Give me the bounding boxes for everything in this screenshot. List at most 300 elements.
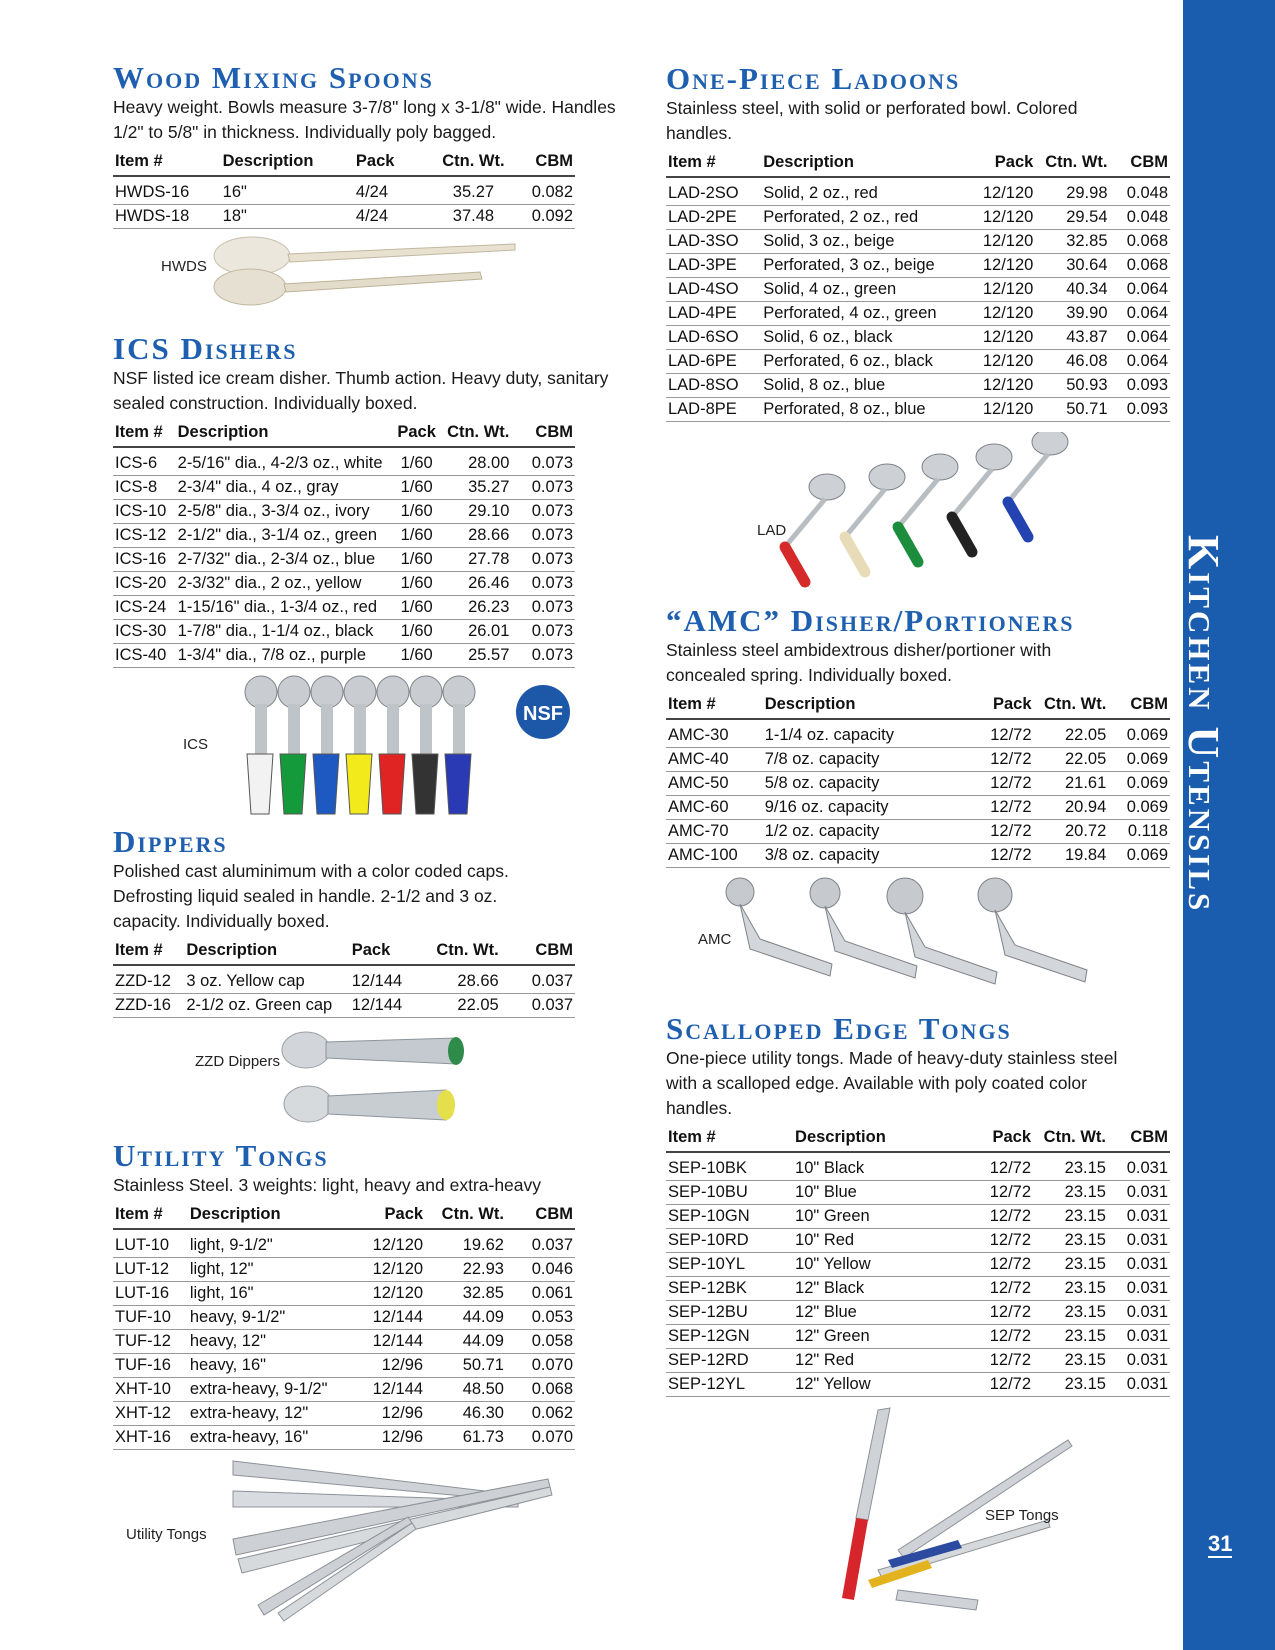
table-header-row — [666, 692, 1170, 719]
disher-shaft — [321, 704, 333, 754]
table-cell: 1/60 — [394, 572, 440, 596]
table-cell: 1-15/16" dia., 1-3/4 oz., red — [176, 596, 394, 620]
column-header: Pack — [350, 938, 420, 965]
table-cell: 12/96 — [352, 1402, 425, 1426]
table-cell: 2-3/32" dia., 2 oz., yellow — [176, 572, 394, 596]
table-cell: 12/72 — [959, 1373, 1033, 1397]
table-cell: LAD-4PE — [666, 302, 761, 326]
table-cell: 25.57 — [440, 644, 512, 668]
table-cell: LAD-6PE — [666, 350, 761, 374]
table-cell: 5/8 oz. capacity — [763, 772, 958, 796]
ics-image-label: ICS — [183, 736, 209, 753]
amc-bowl — [978, 878, 1012, 912]
disher-bowl — [443, 676, 475, 708]
amc-heading: “AMC” Disher/Portioners — [666, 603, 1075, 638]
table-cell: 12" Black — [793, 1277, 959, 1301]
sep-tongs-image-label: SEP Tongs — [985, 1507, 1059, 1524]
wood-spoons-image — [210, 232, 520, 312]
table-cell: SEP-12GN — [666, 1325, 793, 1349]
table-row — [666, 374, 1170, 398]
table-cell: 0.037 — [501, 994, 575, 1018]
table-cell: LAD-3SO — [666, 230, 761, 254]
disher-bowl — [410, 676, 442, 708]
table-row — [666, 177, 1170, 206]
table-cell: 10" Green — [793, 1205, 959, 1229]
table-cell: 12/72 — [958, 796, 1034, 820]
table-cell: 12/96 — [352, 1354, 425, 1378]
table-cell: 0.068 — [1110, 230, 1171, 254]
disher-bowl — [344, 676, 376, 708]
table-cell: 12/120 — [960, 206, 1035, 230]
table-cell: 2-5/8" dia., 3-3/4 oz., ivory — [176, 500, 394, 524]
table-cell: 0.062 — [506, 1402, 575, 1426]
table-cell: 39.90 — [1035, 302, 1109, 326]
table-row — [113, 1426, 575, 1450]
table-cell: 27.78 — [440, 548, 512, 572]
table-cell: 12/72 — [959, 1349, 1033, 1373]
table-cell: 0.073 — [511, 476, 575, 500]
table-cell: 23.15 — [1033, 1325, 1108, 1349]
table-cell: 46.08 — [1035, 350, 1109, 374]
table-cell: 0.031 — [1108, 1373, 1170, 1397]
table-cell: ICS-6 — [113, 447, 176, 476]
table-row — [113, 176, 575, 205]
table-cell: light, 12" — [188, 1258, 352, 1282]
ladoon-handle — [845, 537, 865, 572]
table-row — [666, 1277, 1170, 1301]
table-cell: Solid, 6 oz., black — [761, 326, 960, 350]
column-header: Description — [763, 692, 958, 719]
table-cell: Solid, 2 oz., red — [761, 177, 960, 206]
table-cell: 22.93 — [425, 1258, 506, 1282]
ics-desc: NSF listed ice cream disher. Thumb action. Heavy duty, sanitary sealed construction. Individually boxed. — [113, 368, 609, 413]
disher-handle — [412, 754, 438, 814]
table-cell: 1-3/4" dia., 7/8 oz., purple — [176, 644, 394, 668]
table-cell: 44.09 — [425, 1306, 506, 1330]
table-row — [666, 254, 1170, 278]
nsf-logo-text: NSF — [523, 703, 563, 725]
table-cell: 0.093 — [1110, 398, 1171, 422]
table-row — [113, 1354, 575, 1378]
table-cell: ICS-12 — [113, 524, 176, 548]
table-cell: 12/120 — [352, 1258, 425, 1282]
table-cell: 26.46 — [440, 572, 512, 596]
amc-bowl — [726, 878, 754, 906]
table-cell: 43.87 — [1035, 326, 1109, 350]
table-cell: Perforated, 3 oz., beige — [761, 254, 960, 278]
table-cell: ICS-10 — [113, 500, 176, 524]
amc-section — [666, 605, 1176, 868]
table-row — [113, 476, 575, 500]
table-cell: 12/72 — [958, 844, 1034, 868]
amc-image — [720, 876, 1150, 996]
table-row — [113, 500, 575, 524]
table-cell: 12/72 — [959, 1277, 1033, 1301]
table-cell: 12/144 — [350, 994, 420, 1018]
column-header: Pack — [958, 692, 1034, 719]
table-cell: 0.070 — [506, 1354, 575, 1378]
table-cell: heavy, 12" — [188, 1330, 352, 1354]
table-cell: 0.073 — [511, 524, 575, 548]
table-cell: 10" Red — [793, 1229, 959, 1253]
ladoon-shaft — [785, 499, 825, 547]
column-header: Pack — [354, 149, 433, 176]
disher-bowl — [311, 676, 343, 708]
utility-tongs-image-label: Utility Tongs — [126, 1526, 207, 1543]
table-cell: 12/72 — [958, 820, 1034, 844]
table-cell: light, 16" — [188, 1282, 352, 1306]
table-row — [113, 1282, 575, 1306]
table-cell: Solid, 4 oz., green — [761, 278, 960, 302]
table-cell: AMC-30 — [666, 719, 763, 748]
dippers-table — [113, 938, 575, 1018]
disher-shaft — [288, 704, 300, 754]
column-header: Description — [188, 1202, 352, 1229]
disher-shaft — [420, 704, 432, 754]
table-cell: 22.05 — [1034, 748, 1109, 772]
table-cell: AMC-40 — [666, 748, 763, 772]
table-cell: 30.64 — [1035, 254, 1109, 278]
table-cell: 10" Black — [793, 1152, 959, 1181]
table-cell: 23.15 — [1033, 1253, 1108, 1277]
table-cell: 0.046 — [506, 1258, 575, 1282]
table-cell: 12" Green — [793, 1325, 959, 1349]
table-cell: ZZD-12 — [113, 965, 184, 994]
table-cell: 20.72 — [1034, 820, 1109, 844]
wood-spoons-image-label: HWDS — [161, 258, 207, 275]
table-cell: 0.031 — [1108, 1349, 1170, 1373]
table-cell: 12/144 — [352, 1306, 425, 1330]
table-cell: 23.15 — [1033, 1181, 1108, 1205]
table-cell: 12/120 — [960, 230, 1035, 254]
disher-shaft — [354, 704, 366, 754]
table-row — [666, 772, 1170, 796]
table-cell: AMC-70 — [666, 820, 763, 844]
table-row — [666, 206, 1170, 230]
column-header: Item # — [666, 1125, 793, 1152]
table-cell: 1/60 — [394, 620, 440, 644]
table-cell: 26.23 — [440, 596, 512, 620]
amc-bowl — [810, 878, 840, 908]
table-cell: 12" Red — [793, 1349, 959, 1373]
column-header: CBM — [506, 1202, 575, 1229]
disher-handle — [280, 754, 306, 814]
table-cell: heavy, 16" — [188, 1354, 352, 1378]
table-cell: TUF-10 — [113, 1306, 188, 1330]
table-row — [113, 994, 575, 1018]
table-cell: Perforated, 4 oz., green — [761, 302, 960, 326]
table-cell: 12/72 — [959, 1152, 1033, 1181]
table-cell: 0.064 — [1110, 278, 1171, 302]
table-row — [666, 1373, 1170, 1397]
table-cell: 2-5/16" dia., 4-2/3 oz., white — [176, 447, 394, 476]
table-cell: 23.15 — [1033, 1229, 1108, 1253]
disher-shaft — [387, 704, 399, 754]
table-cell: 0.031 — [1108, 1277, 1170, 1301]
table-cell: Perforated, 6 oz., black — [761, 350, 960, 374]
wood-spoons-desc: Heavy weight. Bowls measure 3-7/8" long x 3-1/8" wide. Handles 1/2" to 5/8" in thickness. Individually poly bagged. — [113, 97, 616, 142]
column-header: Pack — [960, 150, 1035, 177]
table-row — [666, 1181, 1170, 1205]
column-header: CBM — [501, 938, 575, 965]
table-cell: 21.61 — [1034, 772, 1109, 796]
table-cell: 12/120 — [352, 1229, 425, 1258]
table-cell: 12/72 — [959, 1325, 1033, 1349]
amc-bowl — [887, 878, 923, 914]
table-cell: 0.073 — [511, 447, 575, 476]
table-row — [113, 1258, 575, 1282]
ladoon-bowl — [1032, 432, 1068, 455]
table-cell: 35.27 — [433, 176, 515, 205]
table-row — [666, 278, 1170, 302]
table-header-row — [113, 938, 575, 965]
table-cell: 12/120 — [960, 398, 1035, 422]
table-cell: LUT-12 — [113, 1258, 188, 1282]
ladoon-handle — [785, 547, 805, 582]
table-row — [113, 524, 575, 548]
ladoon-handle — [1008, 502, 1028, 537]
table-cell: light, 9-1/2" — [188, 1229, 352, 1258]
table-cell: 0.069 — [1108, 748, 1170, 772]
table-cell: 0.031 — [1108, 1205, 1170, 1229]
table-cell: 12/120 — [352, 1282, 425, 1306]
column-header: Item # — [666, 692, 763, 719]
table-cell: 0.064 — [1110, 326, 1171, 350]
column-header: Pack — [394, 420, 440, 447]
table-cell: 12" Blue — [793, 1301, 959, 1325]
table-cell: 23.15 — [1033, 1152, 1108, 1181]
ladoon-handle — [898, 527, 918, 562]
table-cell: LAD-4SO — [666, 278, 761, 302]
amc-table — [666, 692, 1170, 868]
table-cell: TUF-16 — [113, 1354, 188, 1378]
table-cell: AMC-100 — [666, 844, 763, 868]
amc-desc: Stainless steel ambidextrous disher/portioner with concealed spring. Individually boxed. — [666, 640, 1052, 685]
table-header-row — [113, 149, 575, 176]
table-cell: 32.85 — [425, 1282, 506, 1306]
column-header: CBM — [1108, 1125, 1170, 1152]
sidebar-title: Kitchen Utensils — [1179, 535, 1228, 914]
table-cell: 0.069 — [1108, 796, 1170, 820]
column-header: Description — [184, 938, 349, 965]
table-cell: 1/60 — [394, 476, 440, 500]
table-cell: 50.93 — [1035, 374, 1109, 398]
column-header: CBM — [511, 420, 575, 447]
table-cell: 12/120 — [960, 278, 1035, 302]
table-cell: 10" Yellow — [793, 1253, 959, 1277]
table-row — [113, 548, 575, 572]
column-header: Item # — [666, 150, 761, 177]
table-cell: 23.15 — [1033, 1373, 1108, 1397]
column-header: Ctn. Wt. — [1034, 692, 1109, 719]
table-cell: 1/60 — [394, 644, 440, 668]
table-row — [666, 1301, 1170, 1325]
table-cell: LUT-16 — [113, 1282, 188, 1306]
table-cell: 26.01 — [440, 620, 512, 644]
table-cell: 0.031 — [1108, 1152, 1170, 1181]
table-cell: 0.048 — [1110, 177, 1171, 206]
ladoons-section — [666, 63, 1176, 422]
disher-bowl — [377, 676, 409, 708]
table-cell: 1/60 — [394, 524, 440, 548]
table-cell: 2-7/32" dia., 2-3/4 oz., blue — [176, 548, 394, 572]
wood-spoons-heading: Wood Mixing Spoons — [113, 60, 434, 95]
dippers-image-label: ZZD Dippers — [195, 1053, 281, 1070]
disher-bowl — [278, 676, 310, 708]
ics-table — [113, 420, 575, 668]
ladoon-handle — [952, 517, 972, 552]
table-row — [666, 796, 1170, 820]
table-cell: 12" Yellow — [793, 1373, 959, 1397]
table-cell: 0.048 — [1110, 206, 1171, 230]
ladoon-bowl — [976, 444, 1012, 470]
table-cell: extra-heavy, 9-1/2" — [188, 1378, 352, 1402]
ics-section — [113, 333, 613, 668]
table-cell: 19.62 — [425, 1229, 506, 1258]
table-cell: 12/72 — [958, 719, 1034, 748]
table-cell: 12/144 — [352, 1330, 425, 1354]
table-cell: 9/16 oz. capacity — [763, 796, 958, 820]
table-cell: 3 oz. Yellow cap — [184, 965, 349, 994]
table-cell: extra-heavy, 12" — [188, 1402, 352, 1426]
table-cell: 1/60 — [394, 500, 440, 524]
table-cell: LAD-8SO — [666, 374, 761, 398]
ladoon-shaft — [898, 479, 938, 527]
table-cell: 46.30 — [425, 1402, 506, 1426]
table-cell: HWDS-18 — [113, 205, 221, 229]
amc-handle — [905, 912, 997, 984]
table-cell: 23.15 — [1033, 1277, 1108, 1301]
table-header-row — [113, 420, 575, 447]
table-cell: 0.031 — [1108, 1181, 1170, 1205]
table-cell: 12/120 — [960, 350, 1035, 374]
table-cell: XHT-10 — [113, 1378, 188, 1402]
table-header-row — [113, 1202, 575, 1229]
table-cell: 29.10 — [440, 500, 512, 524]
table-cell: 22.05 — [420, 994, 501, 1018]
table-cell: 0.068 — [506, 1378, 575, 1402]
column-header: Description — [793, 1125, 959, 1152]
table-cell: 0.064 — [1110, 302, 1171, 326]
utility-tongs-heading: Utility Tongs — [113, 1138, 329, 1173]
table-cell: 0.061 — [506, 1282, 575, 1306]
table-cell: 0.073 — [511, 500, 575, 524]
column-header: Ctn. Wt. — [1033, 1125, 1108, 1152]
table-cell: LAD-6SO — [666, 326, 761, 350]
table-cell: Solid, 3 oz., beige — [761, 230, 960, 254]
table-cell: ICS-40 — [113, 644, 176, 668]
table-row — [113, 620, 575, 644]
table-row — [666, 230, 1170, 254]
utility-tongs-image — [228, 1455, 558, 1623]
table-row — [113, 1306, 575, 1330]
table-cell: 23.15 — [1033, 1205, 1108, 1229]
table-cell: 0.073 — [511, 644, 575, 668]
table-cell: 1-7/8" dia., 1-1/4 oz., black — [176, 620, 394, 644]
table-cell: ICS-16 — [113, 548, 176, 572]
table-cell: ZZD-16 — [113, 994, 184, 1018]
table-row — [113, 596, 575, 620]
table-cell: 0.073 — [511, 548, 575, 572]
utility-tongs-table — [113, 1202, 575, 1450]
column-header: CBM — [1110, 150, 1171, 177]
column-header: CBM — [1108, 692, 1170, 719]
table-cell: 0.031 — [1108, 1253, 1170, 1277]
table-cell: 12/120 — [960, 302, 1035, 326]
table-cell: 32.85 — [1035, 230, 1109, 254]
table-cell: 18" — [221, 205, 354, 229]
table-cell: 0.037 — [506, 1229, 575, 1258]
table-cell: AMC-50 — [666, 772, 763, 796]
table-cell: 12/72 — [958, 772, 1034, 796]
table-cell: SEP-10BK — [666, 1152, 793, 1181]
table-row — [666, 1152, 1170, 1181]
amc-handle — [740, 904, 832, 976]
table-cell: XHT-16 — [113, 1426, 188, 1450]
table-cell: 12/120 — [960, 326, 1035, 350]
ladoon-shaft — [952, 469, 992, 517]
amc-image-label: AMC — [698, 931, 732, 948]
table-cell: 0.082 — [514, 176, 575, 205]
table-cell: 12/72 — [959, 1301, 1033, 1325]
ladoons-heading: One-Piece Ladoons — [666, 61, 961, 96]
table-cell: 12/144 — [352, 1378, 425, 1402]
column-header: Ctn. Wt. — [433, 149, 515, 176]
table-cell: 12/72 — [959, 1253, 1033, 1277]
table-cell: 0.058 — [506, 1330, 575, 1354]
column-header: Ctn. Wt. — [425, 1202, 506, 1229]
table-cell: 1/60 — [394, 596, 440, 620]
table-cell: LUT-10 — [113, 1229, 188, 1258]
table-cell: 61.73 — [425, 1426, 506, 1450]
table-cell: ICS-8 — [113, 476, 176, 500]
table-cell: SEP-12YL — [666, 1373, 793, 1397]
table-cell: Perforated, 2 oz., red — [761, 206, 960, 230]
table-cell: 35.27 — [440, 476, 512, 500]
table-cell: 0.031 — [1108, 1229, 1170, 1253]
column-header: Pack — [959, 1125, 1033, 1152]
column-header: Item # — [113, 938, 184, 965]
table-cell: 4/24 — [354, 176, 433, 205]
table-cell: 28.66 — [440, 524, 512, 548]
table-cell: 0.069 — [1108, 772, 1170, 796]
table-cell: 23.15 — [1033, 1301, 1108, 1325]
table-cell: 0.093 — [1110, 374, 1171, 398]
nsf-logo-icon — [513, 682, 573, 742]
ladoons-desc: Stainless steel, with solid or perforated bowl. Colored handles. — [666, 98, 1078, 143]
table-row — [666, 302, 1170, 326]
ladoons-image — [750, 432, 1070, 592]
column-header: Item # — [113, 149, 221, 176]
table-cell: 12/120 — [960, 177, 1035, 206]
table-row — [666, 1253, 1170, 1277]
column-header: Ctn. Wt. — [420, 938, 501, 965]
ladoon-bowl — [809, 474, 845, 500]
column-header: Description — [176, 420, 394, 447]
table-cell: Solid, 8 oz., blue — [761, 374, 960, 398]
table-cell: ICS-30 — [113, 620, 176, 644]
table-cell: SEP-10YL — [666, 1253, 793, 1277]
table-cell: Perforated, 8 oz., blue — [761, 398, 960, 422]
wood-spoons-section — [113, 62, 623, 229]
ics-heading: ICS Dishers — [113, 331, 298, 366]
table-cell: SEP-12RD — [666, 1349, 793, 1373]
table-cell: SEP-12BU — [666, 1301, 793, 1325]
table-cell: TUF-12 — [113, 1330, 188, 1354]
table-cell: 44.09 — [425, 1330, 506, 1354]
column-header: Description — [221, 149, 354, 176]
table-cell: 2-3/4" dia., 4 oz., gray — [176, 476, 394, 500]
